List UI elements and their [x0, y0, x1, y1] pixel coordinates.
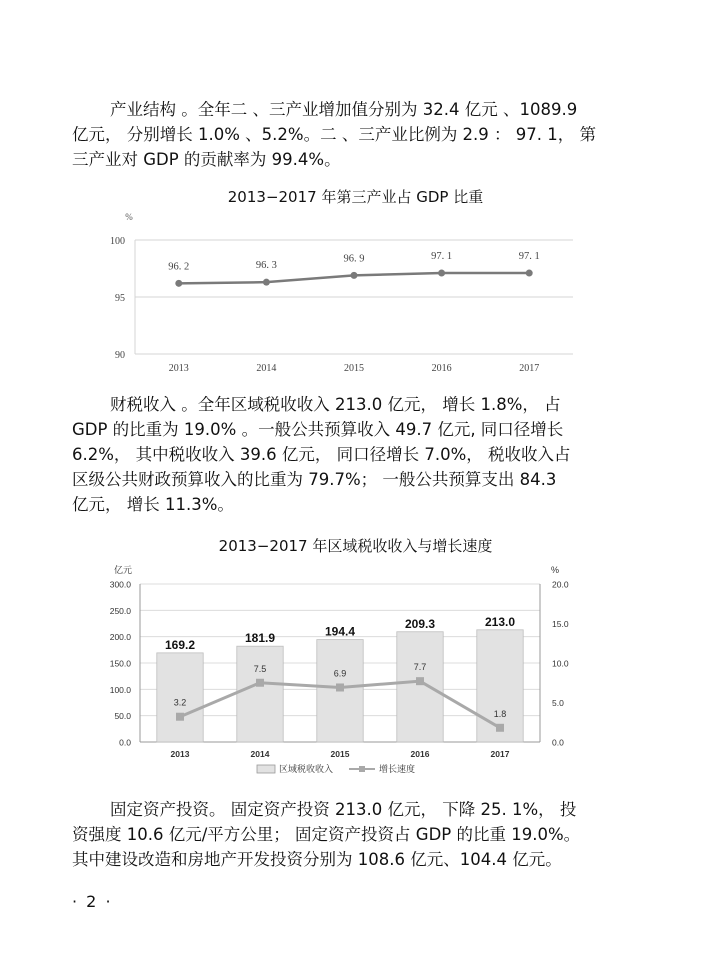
growth-marker	[256, 679, 264, 687]
bar-value-label: 213.0	[484, 614, 516, 629]
x-tick-label: 2014	[256, 363, 277, 374]
growth-marker	[416, 677, 424, 685]
growth-value-label: 1.8	[493, 708, 507, 719]
right-axis-unit: %	[551, 565, 560, 575]
left-tick-label: 250.0	[109, 605, 131, 616]
bar-value-label: 181.9	[244, 631, 276, 646]
growth-value-label: 7.7	[413, 662, 427, 673]
bar	[397, 632, 443, 742]
data-label: 96. 2	[168, 261, 190, 273]
growth-marker	[496, 724, 504, 732]
growth-value-label: 6.9	[333, 668, 347, 679]
data-point	[263, 279, 270, 286]
bar	[237, 646, 283, 742]
text-line: 6.2%， 其中税收收入 39.6 亿元， 同口径增长 7.0%， 税收收入占	[72, 445, 571, 464]
left-axis-unit: 亿元	[114, 565, 133, 575]
chart-tertiary-share	[95, 206, 595, 386]
data-point	[351, 272, 358, 279]
growth-marker	[336, 683, 344, 691]
x-tick-label: 2015	[344, 363, 364, 374]
legend-label: 区域税收收入	[279, 764, 334, 774]
x-tick-label: 2017	[490, 749, 510, 759]
x-tick-label: 2016	[431, 363, 452, 374]
page-number: · 2 ·	[72, 892, 113, 911]
data-label: 96. 9	[343, 253, 365, 265]
data-label: 97. 1	[518, 251, 540, 263]
x-tick-label: 2013	[168, 363, 189, 374]
left-tick-label: 300.0	[109, 579, 131, 590]
bar-value-label: 169.2	[164, 637, 196, 652]
x-tick-label: 2016	[410, 749, 430, 759]
data-point	[175, 280, 182, 287]
text-line: GDP 的比重为 19.0% 。一般公共预算收入 49.7 亿元, 同口径增长	[72, 420, 564, 439]
x-tick-label: 2014	[250, 749, 270, 759]
left-tick-label: 150.0	[109, 658, 131, 669]
bar-value-label: 194.4	[324, 624, 356, 639]
right-tick-label: 0.0	[552, 737, 564, 748]
right-tick-label: 10.0	[552, 658, 569, 669]
x-tick-label: 2013	[170, 749, 190, 759]
bar-value-label: 209.3	[404, 616, 436, 631]
data-label: 96. 3	[255, 260, 277, 272]
paragraph-industrial-structure	[72, 97, 612, 172]
paragraph-fiscal-revenue	[72, 392, 612, 517]
data-label: 97. 1	[431, 251, 453, 263]
legend-swatch-marker	[359, 766, 365, 772]
text-line: 资强度 10.6 亿元/平方公里； 固定资产投资占 GDP 的比重 19.0%。	[72, 825, 581, 844]
left-tick-label: 100.0	[109, 684, 131, 695]
growth-value-label: 7.5	[253, 663, 267, 674]
text-line: 产业结构 。全年二 、三产业增加值分别为 32.4 亿元 、1089.9	[110, 100, 578, 119]
chart1-title: 2013−2017 年第三产业占 GDP 比重	[227, 188, 484, 206]
data-point	[526, 270, 533, 277]
y-tick-label: 90	[115, 350, 125, 361]
chart-tax-revenue-growth	[95, 560, 595, 782]
text-line: 亿元， 分别增长 1.0% 、5.2%。二 、三产业比例为 2.9 ： 97. 1， 第	[72, 125, 597, 144]
x-tick-label: 2017	[519, 363, 540, 374]
growth-marker	[176, 713, 184, 721]
legend-label: 增长速度	[379, 764, 416, 774]
text-line: 财税收入 。全年区域税收收入 213.0 亿元， 增长 1.8%， 占	[110, 395, 561, 414]
right-tick-label: 5.0	[552, 698, 564, 708]
right-tick-label: 20.0	[552, 579, 569, 590]
text-line: 其中建设改造和房地产开发投资分别为 108.6 亿元、104.4 亿元。	[72, 850, 562, 869]
paragraph-fixed-investment	[72, 797, 612, 872]
y-axis-unit: %	[125, 212, 133, 222]
legend-swatch-bar	[257, 765, 275, 773]
text-line: 固定资产投资。 固定资产投资 213.0 亿元， 下降 25. 1%， 投	[110, 800, 577, 819]
right-tick-label: 15.0	[552, 619, 569, 629]
left-tick-label: 0.0	[119, 737, 131, 748]
y-tick-label: 95	[115, 293, 125, 304]
text-line: 区级公共财政预算收入的比重为 79.7%； 一般公共预算支出 84.3	[72, 470, 557, 489]
left-tick-label: 50.0	[114, 711, 131, 722]
chart2-title: 2013−2017 年区域税收收入与增长速度	[218, 537, 493, 555]
y-tick-label: 100	[110, 236, 125, 247]
text-line: 三产业对 GDP 的贡献率为 99.4%。	[72, 150, 341, 169]
text-line: 亿元， 增长 11.3%。	[72, 495, 234, 514]
data-point	[438, 270, 445, 277]
growth-value-label: 3.2	[173, 697, 187, 708]
left-tick-label: 200.0	[109, 632, 131, 643]
x-tick-label: 2015	[330, 749, 350, 759]
